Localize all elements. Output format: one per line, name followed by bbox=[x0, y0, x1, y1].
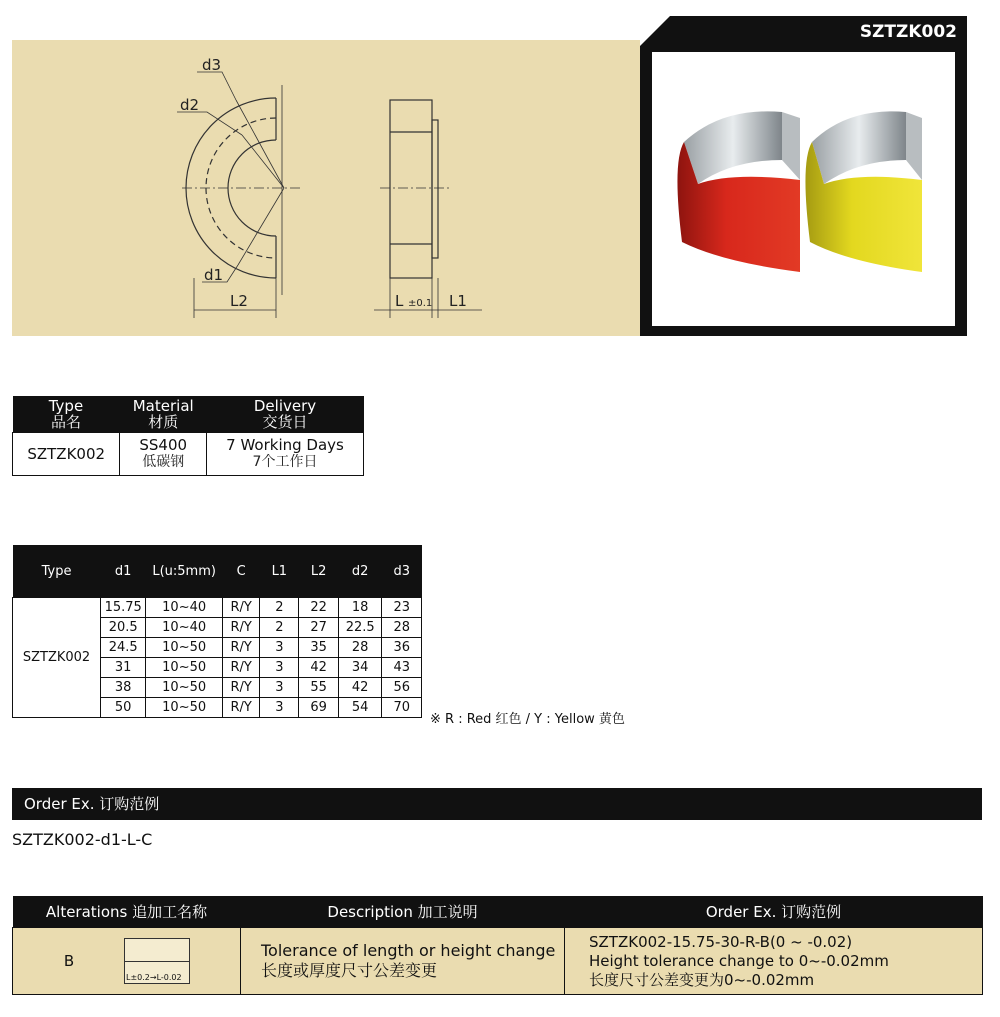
col-d2: d2 bbox=[338, 545, 382, 598]
table-cell: 22.5 bbox=[338, 618, 382, 638]
red-part bbox=[677, 111, 800, 272]
table-cell: 38 bbox=[101, 678, 146, 698]
order-example-bar: Order Ex. 订购范例 bbox=[12, 788, 982, 820]
table-cell: 28 bbox=[338, 638, 382, 658]
technical-drawing bbox=[12, 40, 640, 336]
order-code-format: SZTZK002-d1-L-C bbox=[12, 830, 153, 849]
col-L1: L1 bbox=[260, 545, 299, 598]
table-cell: 42 bbox=[338, 678, 382, 698]
label-tolerance: ±0.1 bbox=[408, 298, 433, 309]
product-code-title: SZTZK002 bbox=[859, 22, 957, 42]
spec-material: SS400 低碳钢 bbox=[120, 433, 207, 476]
table-cell: 15.75 bbox=[101, 598, 146, 618]
table-cell: 3 bbox=[260, 658, 299, 678]
table-cell: 2 bbox=[260, 618, 299, 638]
table-cell: 56 bbox=[382, 678, 422, 698]
half-ring-parts-image bbox=[652, 52, 955, 326]
label-d3: d3 bbox=[202, 56, 222, 74]
col-description: Description 加工说明 bbox=[241, 896, 565, 928]
table-cell: 43 bbox=[382, 658, 422, 678]
label-L1: L1 bbox=[449, 292, 467, 310]
spec-type: SZTZK002 bbox=[13, 433, 120, 476]
table-cell: 18 bbox=[338, 598, 382, 618]
table-cell: 50 bbox=[101, 698, 146, 718]
table-cell: 10~40 bbox=[146, 598, 223, 618]
label-L: L bbox=[395, 292, 404, 310]
table-cell: 20.5 bbox=[101, 618, 146, 638]
col-L: L(u:5mm) bbox=[146, 545, 223, 598]
spec-delivery: 7 Working Days 7个工作日 bbox=[207, 433, 364, 476]
col-alterations: Alterations 追加工名称 bbox=[13, 896, 241, 928]
table-cell: 10~50 bbox=[146, 698, 223, 718]
table-cell: 3 bbox=[260, 698, 299, 718]
table-cell: 10~50 bbox=[146, 638, 223, 658]
label-L2: L2 bbox=[230, 292, 248, 310]
table-cell: R/Y bbox=[223, 598, 260, 618]
table-cell: 23 bbox=[382, 598, 422, 618]
table-cell: 34 bbox=[338, 658, 382, 678]
col-order-example: Order Ex. 订购范例 bbox=[565, 896, 983, 928]
table-cell: R/Y bbox=[223, 678, 260, 698]
alteration-order-example: SZTZK002-15.75-30-R-B(0 ~ -0.02) Height tolerance change to 0~-0.02mm 长度尺寸公差变更为0~-0.02mm bbox=[565, 928, 983, 995]
col-type: Type bbox=[13, 545, 101, 598]
table-cell: 28 bbox=[382, 618, 422, 638]
table-cell: R/Y bbox=[223, 618, 260, 638]
alteration-cell bbox=[13, 928, 241, 995]
color-note: ※ R : Red 红色 / Y : Yellow 黄色 bbox=[430, 712, 625, 727]
drawing-panel bbox=[12, 40, 640, 336]
label-d2: d2 bbox=[180, 96, 200, 114]
table-cell: 3 bbox=[260, 678, 299, 698]
table-cell: 3 bbox=[260, 638, 299, 658]
table-cell: 10~40 bbox=[146, 618, 223, 638]
table-cell: 70 bbox=[382, 698, 422, 718]
header-delivery: Delivery 交货日 bbox=[207, 396, 364, 433]
table-row bbox=[13, 598, 422, 618]
table-cell: R/Y bbox=[223, 698, 260, 718]
alteration-description: Tolerance of length or height change 长度或厚度尺寸公差变更 bbox=[241, 928, 565, 995]
table-cell: 42 bbox=[299, 658, 339, 678]
label-d1: d1 bbox=[204, 266, 224, 284]
header-material: Material 材质 bbox=[120, 396, 207, 433]
product-photo bbox=[652, 52, 955, 326]
table-cell: 24.5 bbox=[101, 638, 146, 658]
table-cell: 10~50 bbox=[146, 658, 223, 678]
alterations-table bbox=[12, 896, 983, 995]
table-cell: R/Y bbox=[223, 638, 260, 658]
table-cell: 54 bbox=[338, 698, 382, 718]
yellow-part bbox=[805, 111, 922, 272]
spec-table bbox=[12, 396, 364, 476]
table-cell: 22 bbox=[299, 598, 339, 618]
col-C: C bbox=[223, 545, 260, 598]
table-cell: 69 bbox=[299, 698, 339, 718]
table-cell: 36 bbox=[382, 638, 422, 658]
table-cell: R/Y bbox=[223, 658, 260, 678]
table-cell: 10~50 bbox=[146, 678, 223, 698]
header-type: Type 品名 bbox=[13, 396, 120, 433]
dimension-table bbox=[12, 545, 422, 718]
alteration-code: B bbox=[63, 952, 75, 970]
col-d3: d3 bbox=[382, 545, 422, 598]
table-cell: 35 bbox=[299, 638, 339, 658]
table-cell: 2 bbox=[260, 598, 299, 618]
table-cell: 55 bbox=[299, 678, 339, 698]
table-cell: 31 bbox=[101, 658, 146, 678]
table-cell: 27 bbox=[299, 618, 339, 638]
dim-type: SZTZK002 bbox=[13, 598, 101, 718]
col-L2: L2 bbox=[299, 545, 339, 598]
alteration-diagram: L±0.2→L-0.02 bbox=[124, 938, 190, 984]
col-d1: d1 bbox=[101, 545, 146, 598]
